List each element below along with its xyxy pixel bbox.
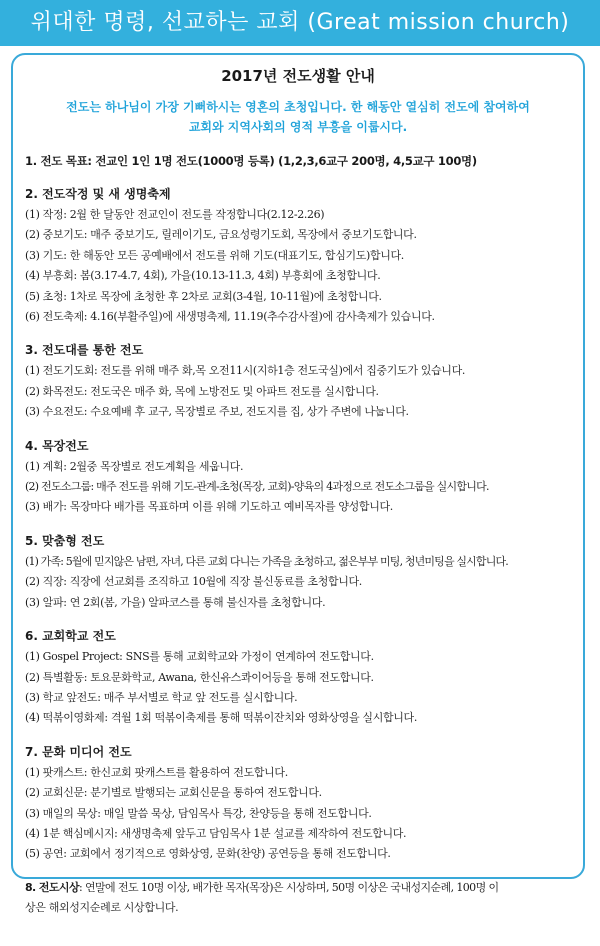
- section-line: (5) 공연: 교회에서 정기적으로 영화상영, 문화(찬양) 공연등을 통해 전도합니다.: [25, 847, 391, 861]
- notice-card: [11, 53, 585, 914]
- intro-line: 전도는 하나님이 가장 기뻐하시는 영혼의 초청입니다. 한 해동안 열심히 전도에 참여하여: [66, 100, 530, 114]
- section-6: [25, 626, 571, 729]
- section-line: (2) 전도소그룹: 매주 전도를 위해 기도-관계-초청(목장, 교회)-양육의 4과정으로 전도소그룹을 실시합니다.: [25, 480, 489, 494]
- section-line: (3) 매일의 묵상: 매일 말씀 묵상, 담임목사 특강, 찬양등을 통해 전도합니다.: [25, 806, 372, 820]
- section-line: (1) 전도기도회: 전도를 위해 매주 화,목 오전11시(지하1층 전도국실)에서 집중기도가 있습니다.: [25, 364, 465, 378]
- section-heading: 6. 교회학교 전도: [25, 629, 116, 644]
- section-line: (4) 부흥회: 봄(3.17-4.7, 4회), 가을(10.13-11.3, 4회) 부흥회에 초청합니다.: [25, 269, 381, 283]
- section-line: (3) 배가: 목장마다 배가를 목표하며 이를 위해 기도하고 예비목자를 양성합니다.: [25, 500, 393, 514]
- section-heading: 5. 맞춤형 전도: [25, 533, 105, 548]
- section-text: : 연말에 전도 10명 이상, 배가한 목자(목장)은 시상하며, 50명 이상은 국내성지순례, 100명 이: [78, 880, 499, 894]
- section-line: (2) 화목전도: 전도국은 매주 화, 목에 노방전도 및 아파트 전도를 실시합니다.: [25, 384, 379, 398]
- notice-title: 2017년 전도생활 안내: [221, 67, 375, 85]
- section-line: (1) 작정: 2월 한 달동안 전교인이 전도를 작정합니다(2.12-2.26): [25, 208, 325, 221]
- intro-line: 교회와 지역사회의 영적 부흥을 이룹시다.: [188, 120, 408, 134]
- section-line: (5) 초청: 1차로 목장에 초청한 후 2차로 교회(3-4월, 10-11월)에 초청합니다.: [25, 289, 382, 303]
- section-7: [25, 742, 571, 865]
- section-line: (1) 팟캐스트: 한신교회 팟캐스트를 활용하여 전도합니다.: [25, 765, 288, 779]
- section-line: (3) 수요전도: 수요예배 후 교구, 목장별로 주보, 전도지를 집, 상가 주변에 나눕니다.: [25, 405, 409, 419]
- section-heading: 2. 전도작정 및 새 생명축제: [25, 187, 171, 201]
- section-line: (4) 떡볶이영화제: 격월 1회 떡볶이축제를 통해 떡볶이잔치와 영화상영을 실시합니다.: [25, 711, 417, 725]
- section-line: (2) 특별활동: 토요문화학교, Awana, 한신유스콰이어등을 통해 전도합니다.: [25, 670, 374, 684]
- section-heading: 7. 문화 미디어 전도: [25, 744, 132, 759]
- page-banner: 위대한 명령, 선교하는 교회 (Great mission church): [0, 0, 600, 46]
- section-line: (2) 교회신문: 분기별로 발행되는 교회신문을 통하여 전도합니다.: [25, 786, 322, 800]
- section-line: (4) 1분 핵심메시지: 새생명축제 앞두고 담임목사 1분 설교를 제작하여 전도합니다.: [25, 826, 407, 840]
- section-line: (3) 알파: 연 2회(봄, 가을) 알파코스를 통해 불신자를 초청합니다.: [25, 595, 326, 609]
- section-3: [25, 340, 571, 422]
- section-line: (6) 전도축제: 4.16(부활주일)에 새생명축제, 11.19(추수감사절)에 감사축제가 있습니다.: [25, 310, 435, 324]
- section-line: (3) 기도: 한 해동안 모든 공예배에서 전도를 위해 기도(대표기도, 합심기도)합니다.: [25, 248, 404, 262]
- intro-text: [25, 97, 571, 137]
- section-line: (3) 학교 앞전도: 매주 부서별로 학교 앞 전도를 실시합니다.: [25, 690, 298, 704]
- section-8: [25, 878, 571, 918]
- section-4: [25, 436, 571, 518]
- section-line: (1) 가족: 5월에 믿지않은 남편, 자녀, 다른 교회 다니는 가족을 초청하고, 젊은부부 미팅, 청년미팅을 실시합니다.: [25, 554, 508, 568]
- section-goal: 1. 전도 목표: 전교인 1인 1명 전도(1000명 등록) (1,2,3,6교구 200명, 4,5교구 100명): [25, 154, 477, 168]
- section-5: [25, 531, 571, 613]
- section-line: (1) Gospel Project: SNS를 통해 교회학교와 가정이 연계하여 전도합니다.: [25, 650, 374, 664]
- section-line: (1) 계획: 2월중 목장별로 전도계획을 세웁니다.: [25, 459, 244, 473]
- section-line: (2) 중보기도: 매주 중보기도, 릴레이기도, 금요성령기도회, 목장에서 중보기도합니다.: [25, 228, 417, 242]
- section-heading: 4. 목장전도: [25, 438, 89, 453]
- section-8-line: [25, 878, 571, 898]
- section-heading: 3. 전도대를 통한 전도: [25, 343, 144, 358]
- section-line: (2) 직장: 직장에 선교회를 조직하고 10월에 직장 불신동료를 초청합니다.: [25, 575, 362, 589]
- section-heading: 8. 전도시상: [25, 880, 79, 894]
- section-2: [25, 184, 571, 327]
- section-8-line: 상은 해외성지순례로 시상합니다.: [25, 900, 179, 914]
